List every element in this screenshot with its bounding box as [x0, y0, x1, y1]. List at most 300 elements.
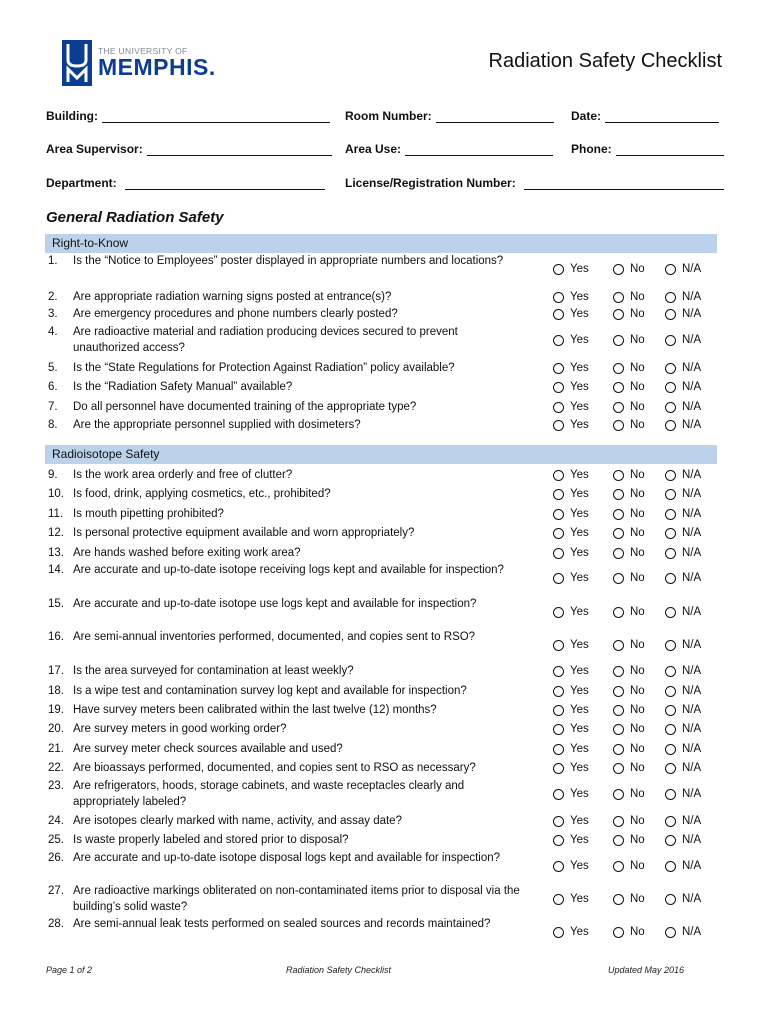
question-number: 7.: [48, 401, 58, 413]
option-label: No: [630, 606, 645, 618]
radio-circle-icon[interactable]: [553, 640, 564, 651]
radio-circle-icon[interactable]: [665, 640, 676, 651]
question-number: 27.: [48, 885, 64, 897]
option-yes[interactable]: [553, 704, 589, 716]
option-label: Yes: [570, 419, 589, 431]
radio-circle-icon[interactable]: [665, 335, 676, 346]
option-no[interactable]: [613, 815, 645, 827]
option-na[interactable]: [665, 419, 701, 431]
option-label: Yes: [570, 788, 589, 800]
option-label: Yes: [570, 815, 589, 827]
radio-circle-icon[interactable]: [553, 573, 564, 584]
question-number: 9.: [48, 469, 58, 481]
question-number: 26.: [48, 852, 64, 864]
radio-circle-icon[interactable]: [665, 264, 676, 275]
option-na[interactable]: [665, 893, 701, 905]
option-no[interactable]: [613, 723, 645, 735]
radio-circle-icon[interactable]: [665, 607, 676, 618]
radio-circle-icon[interactable]: [553, 528, 564, 539]
option-yes[interactable]: [553, 547, 589, 559]
option-label: N/A: [682, 926, 702, 938]
option-label: No: [630, 893, 645, 905]
question-number: 13.: [48, 547, 64, 559]
option-label: Yes: [570, 572, 589, 584]
option-label: Yes: [570, 743, 589, 755]
option-na[interactable]: [665, 263, 701, 275]
radio-circle-icon[interactable]: [665, 420, 676, 431]
question-text: Have survey meters been calibrated within the last twelve (12) months?: [73, 704, 437, 716]
radio-circle-icon[interactable]: [613, 292, 624, 303]
radio-circle-icon[interactable]: [553, 724, 564, 735]
option-label: N/A: [682, 547, 702, 559]
radio-circle-icon[interactable]: [613, 489, 624, 500]
question-number: 22.: [48, 762, 64, 774]
radio-circle-icon[interactable]: [665, 789, 676, 800]
option-yes[interactable]: [553, 665, 589, 677]
radio-circle-icon[interactable]: [553, 686, 564, 697]
supervisor-field: [46, 141, 332, 156]
room-label: Room Number:: [345, 109, 432, 123]
radio-circle-icon[interactable]: [613, 548, 624, 559]
option-label: N/A: [682, 639, 702, 651]
radio-circle-icon[interactable]: [553, 363, 564, 374]
question-number: 20.: [48, 723, 64, 735]
department-field: [46, 175, 325, 190]
option-label: N/A: [682, 572, 702, 584]
license-input-line[interactable]: [524, 175, 724, 190]
option-label: No: [630, 788, 645, 800]
option-no[interactable]: [613, 362, 645, 374]
department-input-line[interactable]: [125, 175, 325, 190]
option-no[interactable]: [613, 665, 645, 677]
radio-circle-icon[interactable]: [665, 835, 676, 846]
option-label: No: [630, 685, 645, 697]
question-number: 1.: [48, 255, 58, 267]
option-no[interactable]: [613, 308, 645, 320]
option-yes[interactable]: [553, 469, 589, 481]
question-number: 5.: [48, 362, 58, 374]
option-yes[interactable]: [553, 926, 589, 938]
option-no[interactable]: [613, 527, 645, 539]
option-yes[interactable]: [553, 743, 589, 755]
supervisor-label: Area Supervisor:: [46, 142, 143, 156]
radio-circle-icon[interactable]: [613, 382, 624, 393]
question-text: Is the area surveyed for contamination at least weekly?: [73, 665, 354, 677]
option-label: N/A: [682, 334, 702, 346]
question-number: 25.: [48, 834, 64, 846]
question-number: 8.: [48, 419, 58, 431]
option-na[interactable]: [665, 606, 701, 618]
option-na[interactable]: [665, 685, 701, 697]
document-title: Radiation Safety Checklist: [488, 50, 722, 72]
option-no[interactable]: [613, 834, 645, 846]
radio-circle-icon[interactable]: [613, 724, 624, 735]
option-no[interactable]: [613, 508, 645, 520]
radio-circle-icon[interactable]: [613, 744, 624, 755]
option-yes[interactable]: [553, 815, 589, 827]
option-na[interactable]: [665, 401, 701, 413]
option-yes[interactable]: [553, 893, 589, 905]
radio-circle-icon[interactable]: [613, 666, 624, 677]
question-number: 24.: [48, 815, 64, 827]
question-text: Are radioactive markings obliterated on non-contaminated items prior to disposal via the building’s solid waste?: [73, 885, 520, 913]
option-na[interactable]: [665, 308, 701, 320]
option-label: Yes: [570, 834, 589, 846]
radio-circle-icon[interactable]: [553, 666, 564, 677]
option-no[interactable]: [613, 704, 645, 716]
option-yes[interactable]: [553, 508, 589, 520]
room-field: [345, 108, 554, 123]
option-yes[interactable]: [553, 762, 589, 774]
date-input-line[interactable]: [605, 108, 719, 123]
option-label: No: [630, 263, 645, 275]
option-label: No: [630, 308, 645, 320]
option-label: N/A: [682, 291, 702, 303]
option-no[interactable]: [613, 685, 645, 697]
radio-circle-icon[interactable]: [613, 573, 624, 584]
option-label: Yes: [570, 685, 589, 697]
option-no[interactable]: [613, 419, 645, 431]
option-na[interactable]: [665, 788, 701, 800]
question-text: Are hands washed before exiting work area?: [73, 547, 301, 559]
option-no[interactable]: [613, 401, 645, 413]
option-yes[interactable]: [553, 308, 589, 320]
question-number: 18.: [48, 685, 64, 697]
option-label: Yes: [570, 704, 589, 716]
question-number: 11.: [48, 508, 64, 520]
option-no[interactable]: [613, 263, 645, 275]
option-label: No: [630, 743, 645, 755]
option-label: No: [630, 572, 645, 584]
option-no[interactable]: [613, 547, 645, 559]
university-logo: [62, 40, 216, 86]
option-label: No: [630, 488, 645, 500]
option-na[interactable]: [665, 469, 701, 481]
radio-circle-icon[interactable]: [665, 744, 676, 755]
option-label: No: [630, 926, 645, 938]
footer-page: Page 1 of 2: [46, 965, 93, 975]
radio-circle-icon[interactable]: [553, 335, 564, 346]
phone-input-line[interactable]: [616, 141, 724, 156]
question-number: 16.: [48, 631, 64, 643]
building-input-line[interactable]: [102, 108, 330, 123]
radio-circle-icon[interactable]: [613, 363, 624, 374]
radio-circle-icon[interactable]: [665, 489, 676, 500]
question-text: Are semi-annual inventories performed, documented, and copies sent to RSO?: [73, 631, 476, 643]
radio-circle-icon[interactable]: [613, 335, 624, 346]
option-label: N/A: [682, 815, 702, 827]
radio-circle-icon[interactable]: [553, 789, 564, 800]
option-label: Yes: [570, 308, 589, 320]
question-text: Are appropriate radiation warning signs posted at entrance(s)?: [73, 291, 392, 303]
radio-circle-icon[interactable]: [553, 509, 564, 520]
radio-circle-icon[interactable]: [665, 402, 676, 413]
radio-circle-icon[interactable]: [665, 470, 676, 481]
radio-circle-icon[interactable]: [613, 789, 624, 800]
radio-circle-icon[interactable]: [553, 705, 564, 716]
option-yes[interactable]: [553, 381, 589, 393]
radio-circle-icon[interactable]: [553, 420, 564, 431]
radio-circle-icon[interactable]: [613, 816, 624, 827]
radio-circle-icon[interactable]: [613, 528, 624, 539]
option-no[interactable]: [613, 860, 645, 872]
option-na[interactable]: [665, 743, 701, 755]
radio-circle-icon[interactable]: [665, 528, 676, 539]
option-label: Yes: [570, 362, 589, 374]
radio-circle-icon[interactable]: [553, 861, 564, 872]
radio-circle-icon[interactable]: [665, 573, 676, 584]
option-label: No: [630, 723, 645, 735]
radio-circle-icon[interactable]: [665, 548, 676, 559]
option-yes[interactable]: [553, 334, 589, 346]
option-no[interactable]: [613, 606, 645, 618]
question-text: Do all personnel have documented training of the appropriate type?: [73, 401, 417, 413]
logo-dot: .: [208, 53, 216, 80]
option-no[interactable]: [613, 926, 645, 938]
radio-circle-icon[interactable]: [553, 402, 564, 413]
radio-circle-icon[interactable]: [665, 363, 676, 374]
question-text: Is the “Notice to Employees” poster displayed in appropriate numbers and locations?: [73, 255, 504, 267]
radio-circle-icon[interactable]: [553, 292, 564, 303]
option-no[interactable]: [613, 788, 645, 800]
option-na[interactable]: [665, 362, 701, 374]
radio-circle-icon[interactable]: [613, 763, 624, 774]
option-label: No: [630, 665, 645, 677]
option-yes[interactable]: [553, 639, 589, 651]
radio-circle-icon[interactable]: [613, 309, 624, 320]
radio-circle-icon[interactable]: [665, 309, 676, 320]
question-text: Is the work area orderly and free of clutter?: [73, 469, 293, 481]
option-na[interactable]: [665, 381, 701, 393]
radio-circle-icon[interactable]: [553, 927, 564, 938]
question-text: Are accurate and up-to-date isotope disposal logs kept and available for inspection?: [73, 852, 501, 864]
option-label: No: [630, 639, 645, 651]
option-label: N/A: [682, 381, 702, 393]
radio-circle-icon[interactable]: [665, 861, 676, 872]
building-label: Building:: [46, 109, 98, 123]
option-yes[interactable]: [553, 723, 589, 735]
option-yes[interactable]: [553, 572, 589, 584]
option-yes[interactable]: [553, 362, 589, 374]
option-no[interactable]: [613, 469, 645, 481]
option-label: Yes: [570, 547, 589, 559]
option-label: N/A: [682, 685, 702, 697]
option-na[interactable]: [665, 762, 701, 774]
radio-circle-icon[interactable]: [613, 894, 624, 905]
option-na[interactable]: [665, 572, 701, 584]
option-no[interactable]: [613, 572, 645, 584]
option-na[interactable]: [665, 860, 701, 872]
area-use-field: [345, 141, 553, 156]
option-label: N/A: [682, 488, 702, 500]
option-label: Yes: [570, 893, 589, 905]
radio-circle-icon[interactable]: [665, 927, 676, 938]
radio-circle-icon[interactable]: [613, 420, 624, 431]
option-label: N/A: [682, 419, 702, 431]
question-number: 28.: [48, 918, 64, 930]
radio-circle-icon[interactable]: [553, 489, 564, 500]
option-yes[interactable]: [553, 834, 589, 846]
option-yes[interactable]: [553, 419, 589, 431]
option-na[interactable]: [665, 547, 701, 559]
question-number: 4.: [48, 326, 58, 338]
group-header-radioisotope-safety: Radioisotope Safety: [45, 445, 717, 464]
radio-circle-icon[interactable]: [613, 264, 624, 275]
question-text: Are survey meter check sources available and used?: [73, 743, 343, 755]
radio-circle-icon[interactable]: [613, 861, 624, 872]
radio-circle-icon[interactable]: [613, 607, 624, 618]
supervisor-input-line[interactable]: [147, 141, 332, 156]
question-number: 12.: [48, 527, 64, 539]
radio-circle-icon[interactable]: [665, 816, 676, 827]
option-label: Yes: [570, 723, 589, 735]
radio-circle-icon[interactable]: [665, 686, 676, 697]
room-input-line[interactable]: [436, 108, 554, 123]
radio-circle-icon[interactable]: [665, 666, 676, 677]
option-label: No: [630, 508, 645, 520]
option-label: N/A: [682, 263, 702, 275]
option-na[interactable]: [665, 291, 701, 303]
license-field: [345, 175, 724, 190]
area-use-input-line[interactable]: [405, 141, 553, 156]
option-label: N/A: [682, 834, 702, 846]
option-yes[interactable]: [553, 788, 589, 800]
question-text: Are accurate and up-to-date isotope use logs kept and available for inspection?: [73, 598, 477, 610]
radio-circle-icon[interactable]: [665, 705, 676, 716]
option-yes[interactable]: [553, 291, 589, 303]
radio-circle-icon[interactable]: [613, 835, 624, 846]
radio-circle-icon[interactable]: [665, 763, 676, 774]
radio-circle-icon[interactable]: [613, 470, 624, 481]
option-no[interactable]: [613, 334, 645, 346]
option-na[interactable]: [665, 834, 701, 846]
option-label: N/A: [682, 704, 702, 716]
question-number: 19.: [48, 704, 64, 716]
radio-circle-icon[interactable]: [613, 640, 624, 651]
option-na[interactable]: [665, 508, 701, 520]
question-number: 2.: [48, 291, 58, 303]
radio-circle-icon[interactable]: [665, 292, 676, 303]
date-label: Date:: [571, 109, 602, 123]
option-label: N/A: [682, 665, 702, 677]
question-text: Are emergency procedures and phone numbers clearly posted?: [73, 308, 398, 320]
option-yes[interactable]: [553, 860, 589, 872]
option-yes[interactable]: [553, 685, 589, 697]
question-text: Are isotopes clearly marked with name, activity, and assay date?: [73, 815, 402, 827]
option-label: No: [630, 334, 645, 346]
question-number: 17.: [48, 665, 64, 677]
option-no[interactable]: [613, 762, 645, 774]
option-no[interactable]: [613, 381, 645, 393]
radio-circle-icon[interactable]: [613, 402, 624, 413]
radio-circle-icon[interactable]: [553, 835, 564, 846]
radio-circle-icon[interactable]: [553, 548, 564, 559]
question-number: 6.: [48, 381, 58, 393]
option-na[interactable]: [665, 527, 701, 539]
option-na[interactable]: [665, 815, 701, 827]
radio-circle-icon[interactable]: [553, 894, 564, 905]
option-label: N/A: [682, 508, 702, 520]
option-no[interactable]: [613, 893, 645, 905]
option-no[interactable]: [613, 488, 645, 500]
section-title: General Radiation Safety: [46, 209, 224, 226]
radio-circle-icon[interactable]: [665, 509, 676, 520]
question-text: Are refrigerators, hoods, storage cabinets, and waste receptacles clearly and appropriately labeled?: [73, 780, 465, 808]
option-label: N/A: [682, 723, 702, 735]
option-no[interactable]: [613, 639, 645, 651]
option-label: Yes: [570, 926, 589, 938]
option-label: Yes: [570, 860, 589, 872]
area-use-label: Area Use:: [345, 142, 402, 156]
question-text: Is personal protective equipment available and worn appropriately?: [73, 527, 415, 539]
radio-circle-icon[interactable]: [553, 309, 564, 320]
option-label: No: [630, 381, 645, 393]
radio-circle-icon[interactable]: [553, 816, 564, 827]
option-yes[interactable]: [553, 488, 589, 500]
option-label: N/A: [682, 308, 702, 320]
option-label: Yes: [570, 639, 589, 651]
option-label: Yes: [570, 334, 589, 346]
option-yes[interactable]: [553, 606, 589, 618]
option-label: Yes: [570, 263, 589, 275]
radio-circle-icon[interactable]: [553, 264, 564, 275]
option-no[interactable]: [613, 291, 645, 303]
department-label: Department:: [46, 176, 117, 190]
option-label: Yes: [570, 508, 589, 520]
option-na[interactable]: [665, 334, 701, 346]
option-label: N/A: [682, 606, 702, 618]
radio-circle-icon[interactable]: [665, 724, 676, 735]
option-label: N/A: [682, 401, 702, 413]
option-label: No: [630, 527, 645, 539]
logo-line-2: MEMPHIS: [98, 53, 209, 80]
option-na[interactable]: [665, 665, 701, 677]
option-na[interactable]: [665, 926, 701, 938]
building-field: [46, 108, 330, 123]
radio-circle-icon[interactable]: [665, 382, 676, 393]
option-na[interactable]: [665, 723, 701, 735]
radio-circle-icon[interactable]: [553, 763, 564, 774]
question-text: Are the appropriate personnel supplied with dosimeters?: [73, 419, 361, 431]
option-na[interactable]: [665, 704, 701, 716]
option-yes[interactable]: [553, 263, 589, 275]
option-label: No: [630, 362, 645, 374]
question-number: 21.: [48, 743, 64, 755]
option-label: No: [630, 419, 645, 431]
question-number: 14.: [48, 564, 64, 576]
radio-circle-icon[interactable]: [553, 744, 564, 755]
option-label: No: [630, 834, 645, 846]
option-no[interactable]: [613, 743, 645, 755]
option-na[interactable]: [665, 639, 701, 651]
radio-circle-icon[interactable]: [613, 927, 624, 938]
option-label: No: [630, 815, 645, 827]
radio-circle-icon[interactable]: [553, 382, 564, 393]
option-na[interactable]: [665, 488, 701, 500]
radio-circle-icon[interactable]: [613, 509, 624, 520]
radio-circle-icon[interactable]: [553, 470, 564, 481]
radio-circle-icon[interactable]: [553, 607, 564, 618]
phone-label: Phone:: [571, 142, 612, 156]
option-label: No: [630, 401, 645, 413]
option-yes[interactable]: [553, 401, 589, 413]
radio-circle-icon[interactable]: [613, 705, 624, 716]
radio-circle-icon[interactable]: [665, 894, 676, 905]
option-label: Yes: [570, 527, 589, 539]
option-yes[interactable]: [553, 527, 589, 539]
radio-circle-icon[interactable]: [613, 686, 624, 697]
option-label: No: [630, 547, 645, 559]
